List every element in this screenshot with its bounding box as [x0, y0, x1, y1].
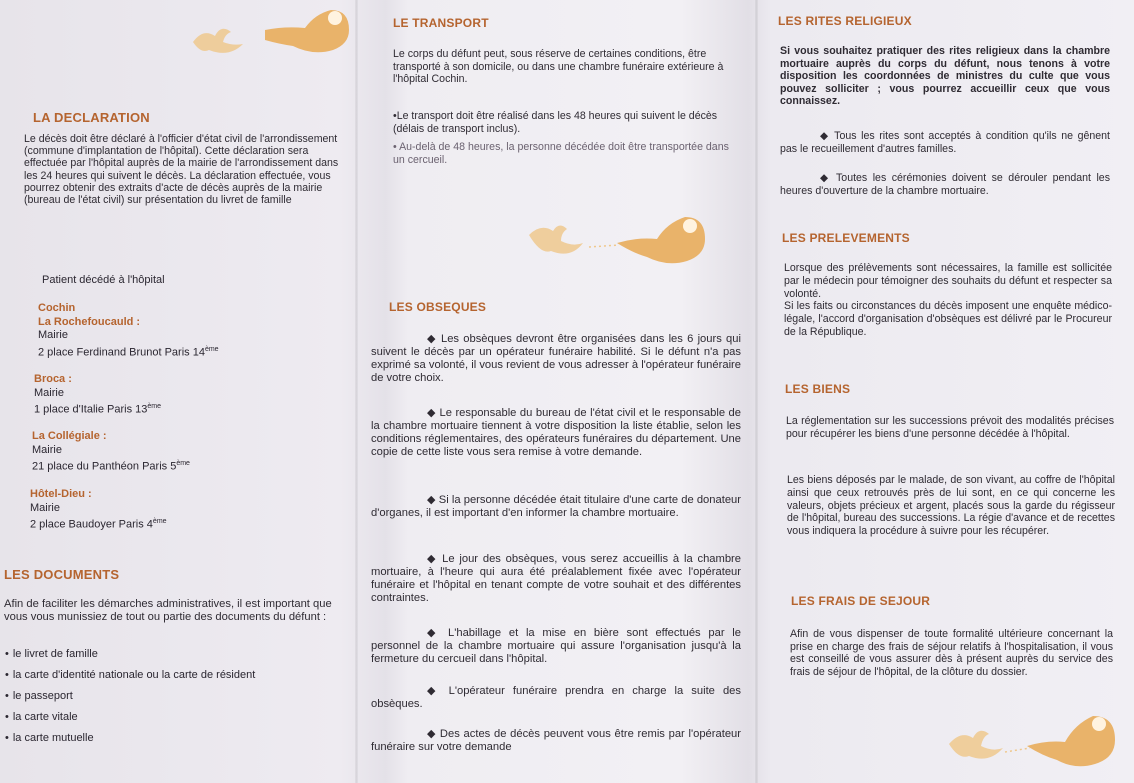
declaration-text: Le décès doit être déclaré à l'officier d'état civil de l'arrondissement (commune d'implantation de l'hôpital). Cette déclaration sera effectuée par l'hôpital auprès de la mairie de l'arrondissement dans les 24 heures qui suivent le décès. La déclaration effectuée, vous pourrez obtenir des extraits d'acte de décès auprès de la mairie (bureau de l'état civil) sur présentation du livret de famille — [24, 133, 339, 207]
declaration-title: LA DECLARATION — [33, 110, 150, 125]
transport-text-2: •Le transport doit être réalisé dans les 48 heures qui suivent le décès (délais de transport inclus). — [393, 110, 718, 135]
frais-title: LES FRAIS DE SEJOUR — [791, 594, 931, 608]
hand-heart-icon — [1027, 716, 1115, 766]
hospital-address: 21 place du Panthéon Paris 5ème — [32, 460, 190, 473]
dove-hands-decoration — [945, 700, 1120, 780]
dove-icon — [193, 29, 243, 53]
hospital-entry — [30, 488, 167, 532]
hospital-mairie: Mairie — [30, 501, 60, 514]
documents-text: Afin de faciliter les démarches administratives, il est important que vous vous munissiez de tout ou partie des documents du défunt : — [4, 598, 332, 623]
biens-text-2: Les biens déposés par le malade, de son vivant, au coffre de l'hôpital ainsi que ceux retrouvés près de lui sont, en ce qui concerne les valeurs, objets précieux et argent, placés sous la garde du régisseur de l'hôpital, bureau des successions. La régie d'avance et de recettes vous indiquera la procédure à suivre pour les récupérer. — [787, 474, 1115, 538]
hospital-entry — [32, 430, 190, 474]
hand-heart-icon — [265, 10, 349, 52]
transport-title: LE TRANSPORT — [393, 16, 489, 30]
rites-bullet: ◆ Tous les rites sont acceptés à condition qu'ils ne gênent pas le recueillement d'autres familles. — [780, 130, 1111, 155]
list-item: ◆ Les obsèques devront être organisées dans les 6 jours qui suivent le décès par un opérateur funéraire habilité. Si le défunt n'a pas exprimé sa volonté, il vous revient de vous adresser à l'opérateur funéraire de votre choix. — [371, 333, 741, 384]
rites-bullet: ◆ Toutes les cérémonies doivent se dérouler pendant les heures d'ouverture de la chambre mortuaire. — [780, 172, 1110, 197]
column-left — [0, 0, 355, 783]
list-item: ◆ L'opérateur funéraire prendra en charge la suite des obsèques. — [371, 685, 741, 710]
hospital-mairie: Mairie — [34, 386, 64, 399]
hospital-mairie: Mairie — [32, 443, 62, 456]
hand-heart-icon — [617, 217, 705, 263]
prelevements-text: Lorsque des prélèvements sont nécessaires, la famille est sollicitée par le médecin pour témoigner des souhaits du défunt et respecter sa volonté. Si les faits ou circonstances du décès imposent une enquête médico-légale, l'accord d'organisation d'obsèques est délivré par le Procureur de la République. — [784, 262, 1112, 338]
list-item: • le livret de famille — [5, 648, 98, 661]
hospital-mairie: Mairie — [38, 329, 68, 341]
list-item: • la carte d'identité nationale ou la carte de résident — [5, 669, 255, 682]
frais-text: Afin de vous dispenser de toute formalité ultérieure concernant la prise en charge des frais de séjour relatifs à l'hospitalisation, il vous est conseillé de vous assurer dès à présent auprès du service des frais de séjour de l'hôpital, de la clôture du dossier. — [790, 628, 1113, 678]
biens-title: LES BIENS — [785, 382, 851, 396]
documents-title: LES DOCUMENTS — [4, 567, 120, 582]
dove-hands-decoration — [185, 2, 355, 67]
hospital-name: Cochin La Rochefoucauld : — [38, 302, 141, 328]
list-item: • le passeport — [5, 690, 73, 703]
list-item: ◆ L'habillage et la mise en bière sont effectués par le personnel de la chambre mortuaire qui assure l'organisation jusqu'à la fermeture du cercueil dans l'hôpital. — [371, 627, 741, 665]
rites-text: Si vous souhaitez pratiquer des rites religieux dans la chambre mortuaire auprès du corps du défunt, nous tenons à votre disposition les coordonnées de ministres du culte que vous pouvez solliciter ; vous pourrez accueillir ceux que vous connaissez. — [780, 45, 1110, 107]
transport-text-1: Le corps du défunt peut, sous réserve de certaines conditions, être transporté à son domicile, ou dans une chambre funéraire extérieure à l'hôpital Cochin. — [393, 48, 724, 85]
hospital-address: 2 place Baudoyer Paris 4ème — [30, 518, 167, 531]
hospital-entry — [38, 302, 219, 360]
prelevements-title: LES PRELEVEMENTS — [782, 231, 910, 245]
list-item: • la carte vitale — [5, 711, 78, 724]
dove-icon — [529, 225, 583, 253]
obseques-title: LES OBSEQUES — [389, 300, 487, 314]
hospital-entry — [34, 373, 161, 417]
transport-text-3: • Au-delà de 48 heures, la personne décédée doit être transportée dans un cercueil. — [393, 141, 729, 166]
dove-icon — [949, 731, 1003, 759]
hospital-address: 1 place d'Italie Paris 13ème — [34, 403, 162, 416]
list-item: ◆ Le jour des obsèques, vous serez accueillis à la chambre mortuaire, à l'heure qui aura été préalablement fixée avec l'opérateur funéraire et l'hôpital en tenant compte de votre souhait et des différentes contraintes. — [371, 553, 741, 604]
biens-text-1: La réglementation sur les successions prévoit des modalités précises pour récupérer les biens d'une personne décédée à l'hôpital. — [786, 415, 1114, 440]
list-item: • la carte mutuelle — [5, 732, 94, 745]
rites-title: LES RITES RELIGIEUX — [778, 14, 912, 28]
fold-line — [755, 0, 758, 783]
list-item: ◆ Si la personne décédée était titulaire d'une carte de donateur d'organes, il est important d'en informer la chambre mortuaire. — [371, 494, 741, 519]
column-middle — [357, 0, 752, 783]
list-item: ◆ Des actes de décès peuvent vous être remis par l'opérateur funéraire sur votre demande — [371, 728, 741, 753]
dove-hands-decoration — [527, 205, 707, 275]
hospital-name: La Collégiale : — [32, 430, 107, 442]
hospital-name: Broca : — [34, 373, 72, 385]
column-right — [770, 0, 1134, 783]
patient-label: Patient décédé à l'hôpital — [42, 274, 165, 286]
list-item: ◆ Le responsable du bureau de l'état civil et le responsable de la chambre mortuaire tiennent à votre disposition la liste établie, selon les conditions réglementaires, des opérateurs funéraires du département. Une copie de cette liste vous sera remise à votre demande. — [371, 407, 741, 458]
hospital-name: Hôtel-Dieu : — [30, 488, 92, 500]
hospital-address: 2 place Ferdinand Brunot Paris 14ème — [38, 345, 219, 359]
